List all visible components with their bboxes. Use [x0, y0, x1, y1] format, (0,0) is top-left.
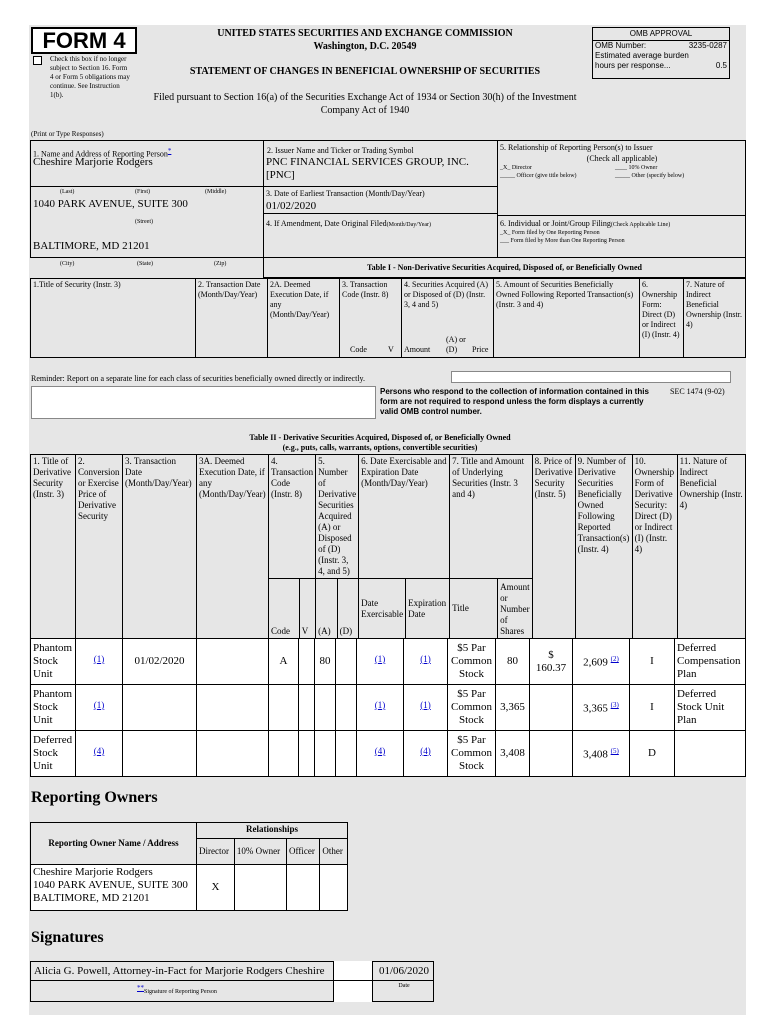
- cell-d: [336, 639, 357, 685]
- cell-v: [299, 639, 315, 685]
- cell-uamt: 80: [496, 639, 530, 685]
- owner-address-cell: Cheshire Marjorie Rodgers 1040 PARK AVENUE, SUITE 300 BALTIMORE, MD 21201: [31, 865, 197, 911]
- cell-code: [269, 685, 299, 731]
- t1-col7: 7. Nature of Indirect Beneficial Ownership (Instr. 4): [684, 279, 746, 358]
- t1-col2: 2. Transaction Date (Month/Day/Year): [196, 279, 268, 358]
- t1-amount: Amount: [404, 345, 431, 354]
- cell-dex: [357, 731, 404, 777]
- t2-h9: 9. Number of Derivative Securities Beneficially Owned Following Reported Transaction(s) (Instr. 4): [575, 455, 632, 639]
- cell-a: [315, 731, 336, 777]
- t2-h7: 7. Title and Amount of Underlying Securities (Instr. 3 and 4): [450, 455, 533, 579]
- t2-h6: 6. Date Exercisable and Expiration Date (Month/Day/Year): [359, 455, 450, 579]
- t1-col4: 4. Securities Acquired (A) or Disposed of (D) (Instr. 3, 4 and 5) Amount (A) or (D) Price: [402, 279, 494, 358]
- cell-form: I: [630, 639, 675, 685]
- statement-title: STATEMENT OF CHANGES IN BENEFICIAL OWNERSHIP OF SECURITIES: [189, 66, 541, 77]
- signature-label: **Signature of Reporting Person: [137, 984, 217, 995]
- t1-col1: 1.Title of Security (Instr. 3): [31, 279, 196, 358]
- footnote-link[interactable]: (1): [93, 699, 105, 710]
- omb-hours-label: hours per response...: [595, 61, 671, 70]
- cell-conv: [76, 731, 123, 777]
- middle-label: (Middle): [205, 189, 227, 195]
- footnote-link[interactable]: (3): [610, 701, 619, 710]
- t1-price: Price: [472, 345, 489, 354]
- cell-price: $ 160.37: [530, 639, 573, 685]
- reporting-person-city: BALTIMORE, MD 21201: [33, 240, 150, 252]
- cell-price: [530, 685, 573, 731]
- t2-h1: 1. Title of Derivative Security (Instr. 3): [31, 455, 76, 639]
- other-option: _____ Other (specify below): [615, 173, 685, 179]
- t2-sub-amt: Amount or Number of Shares: [498, 579, 533, 639]
- cell-nature: [675, 731, 746, 777]
- table1: [30, 278, 746, 358]
- cell-uamt: 3,408: [496, 731, 530, 777]
- t2-sub-a: (A): [316, 579, 337, 639]
- state-label: (State): [137, 261, 153, 267]
- cell-nature: Deferred Stock Unit Plan: [675, 685, 746, 731]
- issuer-name: PNC FINANCIAL SERVICES GROUP, INC. [PNC]: [266, 156, 469, 181]
- footnote-link[interactable]: (4): [93, 745, 105, 756]
- signatures-heading: Signatures: [31, 929, 104, 946]
- cell-owned: 3,365 $^{(3)}$: [573, 685, 630, 731]
- footnote-link[interactable]: (4): [374, 745, 386, 756]
- omb-number-label: OMB Number:: [595, 41, 647, 50]
- reporting-person-address: 1040 PARK AVENUE, SUITE 300: [33, 198, 188, 210]
- city-label: (City): [60, 261, 75, 267]
- date-label: Date: [398, 983, 410, 989]
- cell-code: [269, 731, 299, 777]
- cell-code: A: [269, 639, 299, 685]
- cell-date: [123, 731, 197, 777]
- t2-h5: 5. Number of Derivative Securities Acquired (A) or Disposed of (D) (Instr. 3, 4, and 5): [316, 455, 359, 579]
- t1-col6: 6. Ownership Form: Direct (D) or Indirect (I) (Instr. 4): [640, 279, 684, 358]
- footnote-link[interactable]: (2): [610, 655, 619, 664]
- cell-deemed: [197, 639, 269, 685]
- cell-title: Phantom Stock Unit: [31, 685, 76, 731]
- filed-pursuant: Filed pursuant to Section 16(a) of the Securities Exchange Act of 1934 or Section 30(h) of the Investment Company Act of 1940: [153, 92, 577, 116]
- t1-col3: 3. Transaction Code (Instr. 8) Code V: [340, 279, 402, 358]
- box3-label: 3. Date of Earliest Transaction (Month/Day/Year): [266, 189, 425, 198]
- t2-sub-d: (D): [337, 579, 359, 639]
- cell-exp: [404, 731, 448, 777]
- owner10-option: ____ 10% Owner: [615, 165, 658, 171]
- cell-conv: [76, 639, 123, 685]
- reminder-text: Reminder: Report on a separate line for each class of securities beneficially owned directly or indirectly.: [31, 374, 366, 383]
- omb-number: 3235-0287: [688, 41, 727, 50]
- t1-col5: 5. Amount of Securities Beneficially Owned Following Reported Transaction(s) (Instr. 3 and 4): [494, 279, 640, 358]
- cell-d: [336, 731, 357, 777]
- agency-city: Washington, D.C. 20549: [313, 41, 417, 52]
- t1-v: V: [388, 345, 394, 354]
- t2-h3a: 3A. Deemed Execution Date, if any (Month/Day/Year): [197, 455, 269, 639]
- cell-title: Phantom Stock Unit: [31, 639, 76, 685]
- footnote-link[interactable]: (4): [420, 745, 431, 756]
- cell-dex: [357, 685, 404, 731]
- cell-utitle: $5 Par Common Stock: [448, 685, 496, 731]
- owner10-header: 10% Owner: [234, 839, 286, 865]
- director-option: _X_ Director: [500, 165, 532, 171]
- footnote-link[interactable]: (1): [374, 699, 386, 710]
- cell-deemed: [197, 731, 269, 777]
- zip-label: (Zip): [214, 261, 227, 267]
- cell-exp: [404, 685, 448, 731]
- cell-date: [123, 685, 197, 731]
- cell-owned: 3,408 $^{(5)}$: [573, 731, 630, 777]
- t1-col2a: 2A. Deemed Execution Date, if any (Month/Day/Year): [268, 279, 340, 358]
- reporting-owners-table: [30, 822, 348, 911]
- street-label: (Street): [135, 219, 153, 225]
- cell-a: [315, 685, 336, 731]
- t2-h3: 3. Transaction Date (Month/Day/Year): [123, 455, 197, 639]
- cell-title: Deferred Stock Unit: [31, 731, 76, 777]
- print-note: (Print or Type Responses): [31, 130, 104, 138]
- t1-code: Code: [350, 345, 367, 354]
- table-row: [31, 685, 746, 731]
- more-persons-option: ___ Form filed by More than One Reporting Person: [500, 238, 625, 244]
- cell-v: [299, 731, 315, 777]
- omb-burden-label: Estimated average burden: [595, 51, 689, 60]
- table2: [30, 454, 746, 639]
- t2-sub-title: Title: [450, 579, 498, 639]
- omb-approval-box: [592, 27, 730, 79]
- first-label: (First): [135, 189, 150, 195]
- persons-notice: Persons who respond to the collection of information contained in this form are not required to respond unless the form displays a currently valid OMB control number.: [380, 387, 649, 416]
- one-person-option: _X_ Form filed by One Reporting Person: [500, 230, 600, 236]
- footnote-star-2[interactable]: **: [137, 984, 144, 992]
- cell-exp: [404, 639, 448, 685]
- omb-hours: 0.5: [715, 61, 727, 70]
- agency-name: UNITED STATES SECURITIES AND EXCHANGE COMMISSION: [217, 28, 513, 39]
- footnote-link[interactable]: (1): [93, 653, 105, 664]
- footnote-link[interactable]: (1): [420, 653, 431, 664]
- cell-dex: [357, 639, 404, 685]
- form-title: FORM 4: [31, 27, 137, 54]
- cell-v: [299, 685, 315, 731]
- cell-form: I: [630, 685, 675, 731]
- cell-uamt: 3,365: [496, 685, 530, 731]
- reporting-owners-heading: Reporting Owners: [31, 789, 158, 806]
- owner-name-header: Reporting Owner Name / Address: [31, 823, 197, 865]
- earliest-transaction-date: 01/02/2020: [266, 200, 317, 212]
- officer-option: _____ Officer (give title below): [500, 173, 577, 179]
- sec-code: SEC 1474 (9-02): [670, 387, 725, 396]
- t2-sub-code: Code: [269, 579, 300, 639]
- other-header: Other: [320, 839, 348, 865]
- signature-date: 01/06/2020: [378, 965, 430, 977]
- table-row: [31, 731, 746, 777]
- t2-h10: 10. Ownership Form of Derivative Security: Direct (D) or Indirect (I) (Instr. 4): [632, 455, 677, 639]
- table2-body: [30, 638, 746, 777]
- no-longer-subject-checkbox[interactable]: [33, 56, 42, 65]
- cell-deemed: [197, 685, 269, 731]
- cell-d: [336, 685, 357, 731]
- box2-label: 2. Issuer Name and Ticker or Trading Symbol: [267, 146, 414, 155]
- cell-owned: 2,609 $^{(2)}$: [573, 639, 630, 685]
- cell-a: 80: [315, 639, 336, 685]
- t2-h8: 8. Price of Derivative Security (Instr. 5): [532, 455, 575, 639]
- cell-date: 01/02/2020: [123, 639, 197, 685]
- box6-label: 6. Individual or Joint/Group Filing(Check Applicable Line): [500, 219, 671, 228]
- t2-h4: 4. Transaction Code (Instr. 8): [269, 455, 316, 579]
- omb-title: OMB APPROVAL: [593, 28, 729, 41]
- box1-label: 1. Name and Address of Reporting Person*: [33, 147, 172, 159]
- director-header: Director: [197, 839, 235, 865]
- t2-h11: 11. Nature of Indirect Beneficial Ownership (Instr. 4): [677, 455, 745, 639]
- last-label: (Last): [60, 189, 75, 195]
- t1-aord: (A) or (D): [446, 335, 466, 354]
- footnote-link[interactable]: (5): [610, 747, 619, 756]
- officer-header: Officer: [287, 839, 320, 865]
- cell-utitle: $5 Par Common Stock: [448, 639, 496, 685]
- box5-sub: (Check all applicable): [586, 154, 658, 163]
- signer-name: Alicia G. Powell, Attorney-in-Fact for Marjorie Rodgers Cheshire: [34, 965, 325, 977]
- t2-h2: 2. Conversion or Exercise Price of Derivative Security: [76, 455, 123, 639]
- cell-nature: Deferred Compensation Plan: [675, 639, 746, 685]
- cell-price: [530, 731, 573, 777]
- table1-title: Table I - Non-Derivative Securities Acquired, Disposed of, or Beneficially Owned: [367, 263, 642, 272]
- cell-form: D: [630, 731, 675, 777]
- checkbox-note: Check this box if no longer subject to Section 16. Form 4 or Form 5 obligations may continue. See Instruction 1(b).: [50, 55, 130, 99]
- table-row: [31, 639, 746, 685]
- t2-sub-v: V: [299, 579, 315, 639]
- cell-utitle: $5 Par Common Stock: [448, 731, 496, 777]
- table2-subtitle: (e.g., puts, calls, warrants, options, convertible securities): [282, 443, 478, 452]
- relationships-header: Relationships: [197, 823, 348, 839]
- footnote-link[interactable]: (1): [374, 653, 386, 664]
- box5-label: 5. Relationship of Reporting Person(s) to Issuer: [500, 143, 653, 152]
- director-mark: X: [197, 865, 235, 911]
- cell-conv: [76, 685, 123, 731]
- t2-sub-exp: Expiration Date: [406, 579, 450, 639]
- footnote-star[interactable]: *: [167, 147, 172, 155]
- footnote-link[interactable]: (1): [420, 699, 431, 710]
- box4-label: 4. If Amendment, Date Original Filed(Month/Day/Year): [266, 219, 432, 228]
- t2-sub-date-ex: Date Exercisable: [359, 579, 406, 639]
- table2-title: Table II - Derivative Securities Acquired, Disposed of, or Beneficially Owned: [249, 433, 511, 442]
- reporting-person-name: Cheshire Marjorie Rodgers: [33, 156, 153, 168]
